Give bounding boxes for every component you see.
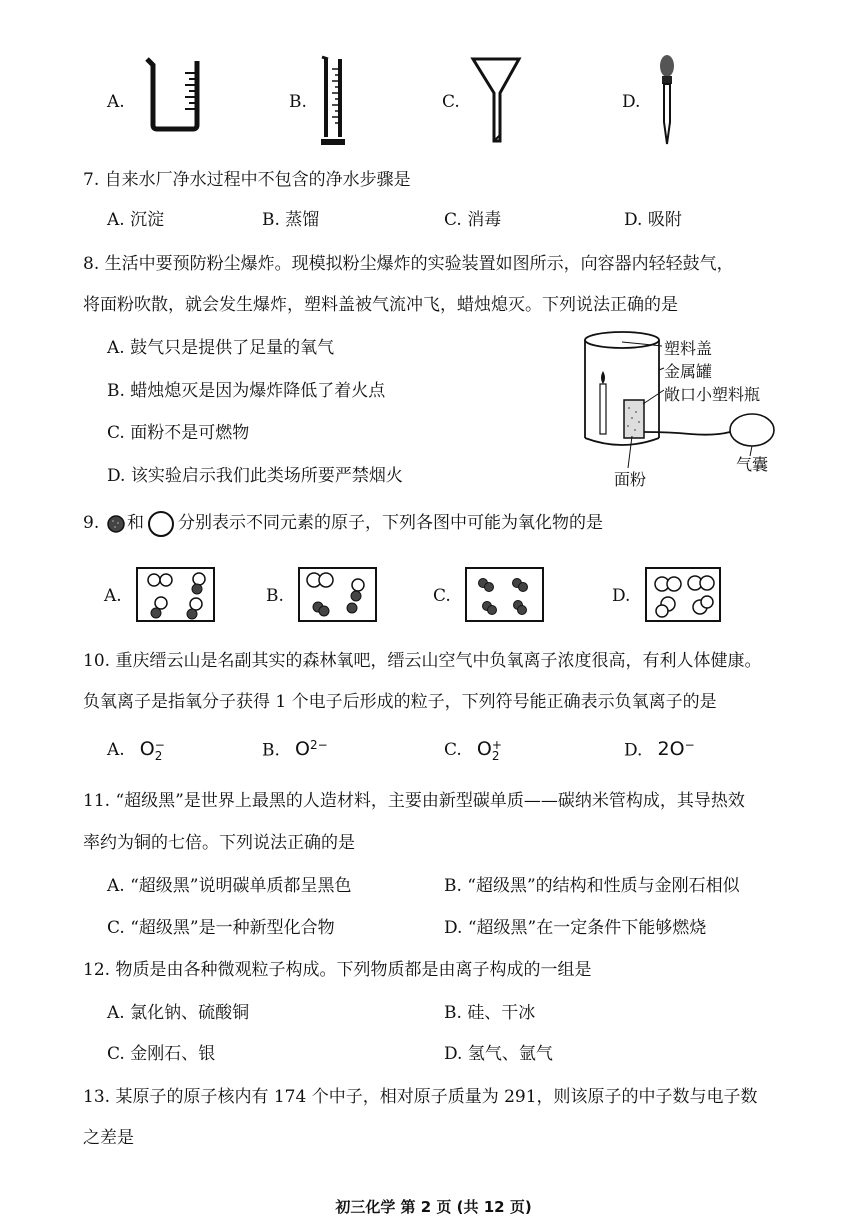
q10-stem-line1: 10. 重庆缙云山是名副其实的森林氧吧，缙云山空气中负氧离子浓度很高，有利人体健康。 [83,651,762,671]
q7-option-c: C. 消毒 [444,210,502,230]
q8-option-b: B. 蜡烛熄灭是因为爆炸降低了着火点 [107,381,386,401]
q12-option-a: A. 氯化钠、硫酸铜 [107,1003,250,1023]
q9-diagram-a [136,567,215,622]
q9-option-c-label: C. [433,586,451,606]
q9-and: 和 [127,513,144,533]
page-footer: 初三化学 第 2 页 (共 12 页) [335,1198,532,1216]
q9-diagram-d [645,567,721,622]
q12-stem: 12. 物质是由各种微观粒子构成。下列物质都是由离子构成的一组是 [83,960,592,980]
q13-stem-line1: 13. 某原子的原子核内有 174 个中子，相对原子质量为 291，则该原子的中子数与电子数 [83,1087,758,1107]
q11-stem-line1: 11. “超级黑”是世界上最黑的人造材料，主要由新型碳单质——碳纳米管构成，其导热效 [83,791,745,811]
q11-option-d: D. “超级黑”在一定条件下能够燃烧 [444,918,707,938]
q11-option-b: B. “超级黑”的结构和性质与金刚石相似 [444,876,740,896]
q9-diagram-c [465,567,544,622]
funnel-icon [470,57,522,147]
q10-option-b-label: B. [262,740,280,761]
dropper-icon [656,52,678,148]
q9-option-a-label: A. [104,586,122,606]
q8-label-open-bottle: 敞口小塑料瓶 [664,385,761,404]
light-atom-icon [147,510,175,538]
q6-option-a-label: A. [107,92,125,112]
q8-label-flour: 面粉 [614,470,647,489]
q10-option-a-sup: − [154,737,165,752]
q8-label-metal-can: 金属罐 [664,362,713,381]
q8-label-air-bag: 气囊 [736,455,769,474]
q12-option-d: D. 氢气、氩气 [444,1044,553,1064]
q10-option-d [624,738,695,761]
q10-option-d-sup: − [684,738,695,752]
q9-diagram-b [298,567,377,622]
beaker-icon [143,55,205,133]
q11-stem-line2: 率约为铜的七倍。下列说法正确的是 [83,833,355,853]
q10-option-b-sup: 2− [309,738,328,752]
q10-option-c-label: C. [444,740,462,760]
q10-option-b [262,738,328,761]
q7-option-b: B. 蒸馏 [262,210,320,230]
q7-option-a: A. 沉淀 [107,210,165,230]
q10-option-b-base: O [295,738,310,761]
q10-option-d-label: D. [624,740,643,761]
q7-option-d: D. 吸附 [624,210,682,230]
q8-option-c: C. 面粉不是可燃物 [107,423,250,443]
dark-atom-icon [106,514,126,534]
q13-stem-line2: 之差是 [83,1128,134,1148]
q10-option-a-label: A. [107,740,125,760]
q6-option-c-label: C. [442,92,460,112]
q10-option-a [107,738,165,762]
q6-option-b-label: B. [289,92,307,112]
q9-stem: 分别表示不同元素的原子，下列各图中可能为氧化物的是 [178,513,603,533]
q10-option-c-sub: 2 [491,748,500,763]
q9-option-b-label: B. [266,586,284,606]
q11-option-c: C. “超级黑”是一种新型化合物 [107,918,335,938]
q10-option-d-base: 2O [657,738,685,761]
q9-option-d-label: D. [612,586,631,606]
q10-option-a-sub: 2 [154,748,163,763]
q10-option-c [444,738,502,762]
q12-option-c: C. 金刚石、银 [107,1044,216,1064]
q8-option-a: A. 鼓气只是提供了足量的氧气 [107,338,335,358]
q12-option-b: B. 硅、干冰 [444,1003,536,1023]
q6-option-d-label: D. [622,92,641,112]
q10-option-a-base: O [139,738,155,760]
q10-option-c-sup: + [491,737,502,752]
q10-option-c-base: O [476,738,492,760]
q11-option-a: A. “超级黑”说明碳单质都呈黑色 [107,876,352,896]
q9-number: 9. [83,513,100,533]
q8-stem-line2: 将面粉吹散，就会发生爆炸，塑料盖被气流冲飞，蜡烛熄灭。下列说法正确的是 [83,295,678,315]
q8-option-d: D. 该实验启示我们此类场所要严禁烟火 [107,466,403,486]
q10-stem-line2: 负氧离子是指氧分子获得 1 个电子后形成的粒子，下列符号能正确表示负氧离子的是 [83,692,717,712]
q8-stem-line1: 8. 生活中要预防粉尘爆炸。现模拟粉尘爆炸的实验装置如图所示，向容器内轻轻鼓气， [83,254,734,274]
q8-label-plastic-lid: 塑料盖 [664,339,713,358]
q7-stem: 7. 自来水厂净水过程中不包含的净水步骤是 [83,170,411,190]
graduated-cylinder-icon [318,55,348,147]
